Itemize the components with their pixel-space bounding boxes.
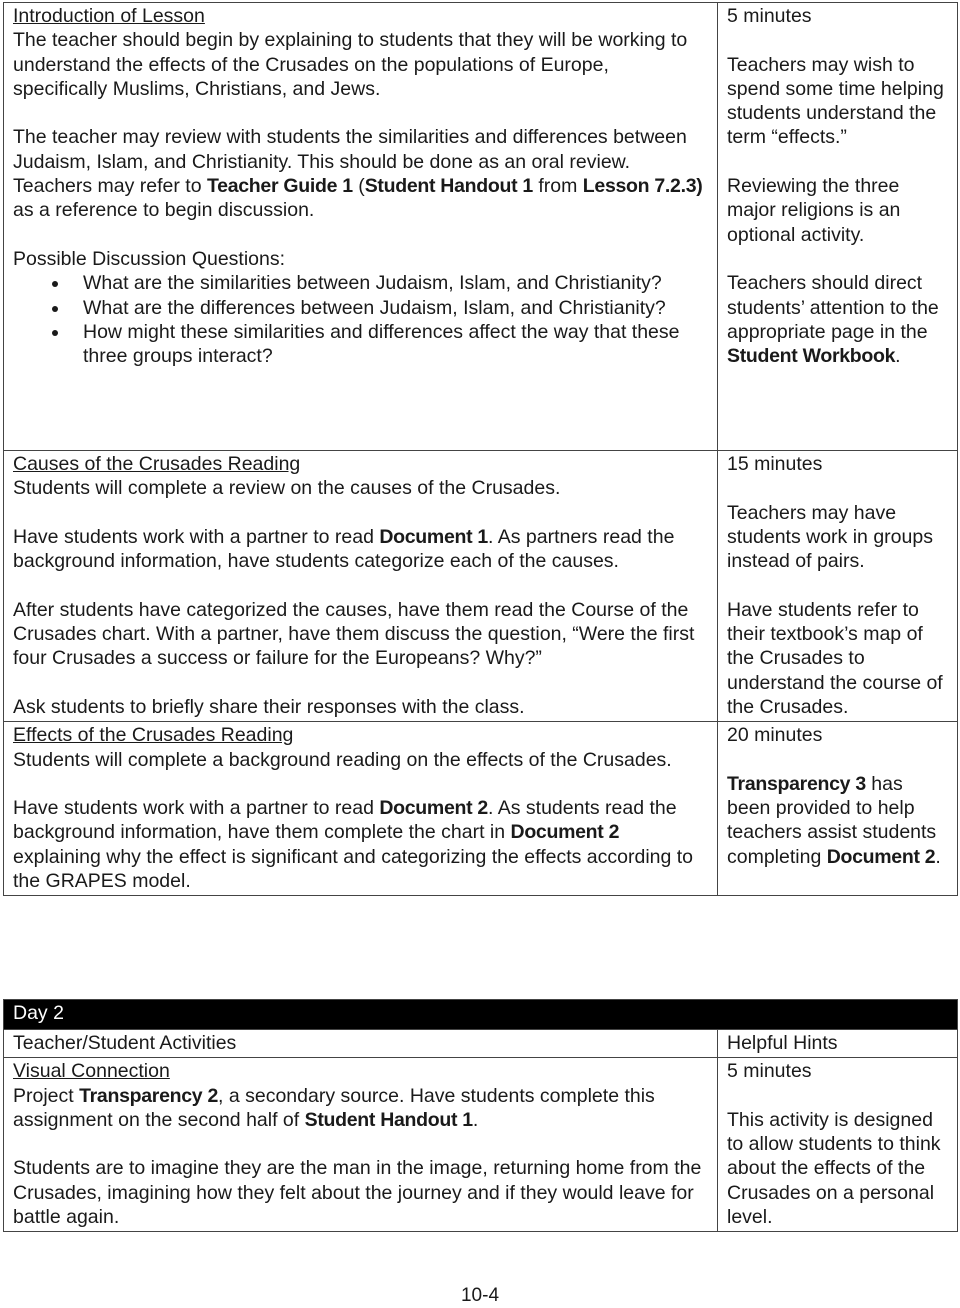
text-span: . xyxy=(935,845,941,868)
table-row xyxy=(4,1058,958,1232)
hint-text: Teachers may wish to spend some time helping students understand the term “effects.” xyxy=(727,53,944,149)
discussion-questions-list xyxy=(13,271,708,368)
table-row xyxy=(4,1030,958,1058)
causes-paragraph-1: Students will complete a review on the causes of the Crusades. xyxy=(13,477,561,500)
intro-paragraph-1: The teacher should begin by explaining to students that they will be working to understand the effects of the Crusades on the populations of Europe, specifically Muslims, Christians, and Jews. xyxy=(13,29,688,100)
discussion-questions-label: Possible Discussion Questions: xyxy=(13,247,286,270)
text-span: . As students read the background information, have them complete the chart in xyxy=(13,797,677,844)
document-reference: Document 1 xyxy=(379,525,488,548)
document-reference: Document 2 xyxy=(379,797,488,820)
table-row xyxy=(4,451,958,722)
section-heading-effects: Effects of the Crusades Reading xyxy=(13,724,294,747)
student-handout-reference: Student Handout 1 xyxy=(364,175,533,198)
list-item: How might these similarities and differences affect the way that these three groups interact? xyxy=(83,320,708,369)
causes-paragraph-2 xyxy=(13,525,708,574)
text-span: ( xyxy=(352,175,365,198)
transparency-reference: Transparency 3 xyxy=(727,772,866,795)
text-span: Teachers should direct students’ attention to the appropriate page in the xyxy=(727,272,939,343)
visual-activity-cell xyxy=(4,1058,718,1232)
intro-activity-cell xyxy=(4,3,718,451)
day-title: Day 2 xyxy=(4,1000,958,1030)
page-number: 10-4 xyxy=(460,1285,500,1306)
time-estimate: 5 minutes xyxy=(727,1060,812,1083)
time-estimate: 20 minutes xyxy=(727,724,823,747)
text-span: The teacher may review with students the similarities and differences between Judaism, Islam, and Christianity. This should be done as an oral review. Teachers may refer to xyxy=(13,126,687,198)
column-header-hints: Helpful Hints xyxy=(718,1030,958,1058)
text-span: , a secondary source. Have students complete this assignment on the second half of xyxy=(13,1084,655,1131)
time-estimate: 15 minutes xyxy=(727,453,823,475)
student-handout-reference: Student Handout 1 xyxy=(304,1108,473,1131)
hint-text xyxy=(727,772,948,869)
table-row xyxy=(4,722,958,896)
transparency-reference: Transparency 2 xyxy=(79,1084,218,1107)
table-row xyxy=(4,1000,958,1030)
document-reference: Document 2 xyxy=(510,821,620,844)
hint-text: This activity is designed to allow students to think about the effects of the Crusades on a personal level. xyxy=(727,1108,941,1229)
effects-paragraph-1: Students will complete a background reading on the effects of the Crusades. xyxy=(13,748,672,771)
section-heading-intro: Introduction of Lesson xyxy=(13,5,205,27)
text-span: . xyxy=(472,1108,479,1131)
hint-text: Reviewing the three major religions is an optional activity. xyxy=(727,175,901,246)
intro-hints-cell xyxy=(718,3,958,451)
effects-paragraph-2 xyxy=(13,796,708,893)
text-span: Project xyxy=(13,1084,80,1107)
text-span: as a reference to begin discussion. xyxy=(13,199,315,222)
student-workbook-reference: Student Workbook xyxy=(727,345,896,368)
causes-paragraph-4: Ask students to briefly share their responses with the class. xyxy=(13,695,525,718)
time-estimate: 5 minutes xyxy=(727,5,812,27)
document-reference: Document 2 xyxy=(826,845,936,868)
intro-paragraph-2 xyxy=(13,125,708,222)
day2-activities-table xyxy=(3,999,958,1232)
teacher-guide-reference: Teacher Guide 1 xyxy=(207,175,353,198)
text-span: . As partners read the background information, have students categorize each of the causes. xyxy=(13,525,675,573)
day1-activities-table xyxy=(3,2,958,896)
list-item: What are the similarities between Judaism, Islam, and Christianity? xyxy=(83,271,708,295)
visual-paragraph-2: Students are to imagine they are the man in the image, returning home from the Crusades, imagining how they felt about the journey and if they would leave for battle again. xyxy=(13,1157,702,1229)
text-span: from xyxy=(532,175,583,198)
hint-text: Have students refer to their textbook’s map of the Crusades to understand the course of the Crusades. xyxy=(727,598,943,718)
effects-hints-cell xyxy=(718,722,958,896)
text-span: Have students work with a partner to read xyxy=(13,525,380,548)
visual-hints-cell xyxy=(718,1058,958,1232)
text-span: . xyxy=(895,345,901,368)
section-heading-causes: Causes of the Crusades Reading xyxy=(13,453,301,475)
text-span: Have students work with a partner to read xyxy=(13,797,380,820)
table-row xyxy=(4,3,958,451)
causes-paragraph-3: After students have categorized the causes, have them read the Course of the Crusades chart. With a partner, have them discuss the question, “Were the first four Crusades a success or failure for the Europeans? Why?” xyxy=(13,598,695,670)
column-header-activities: Teacher/Student Activities xyxy=(4,1030,718,1058)
causes-activity-cell xyxy=(4,451,718,722)
lesson-reference: Lesson 7.2.3) xyxy=(582,175,703,198)
text-span: explaining why the effect is significant and categorizing the effects according to the GRAPES model. xyxy=(13,845,694,893)
section-heading-visual: Visual Connection xyxy=(13,1060,170,1083)
text-span: has been provided to help teachers assist students completing xyxy=(727,772,937,868)
hint-text: Teachers may have students work in groups instead of pairs. xyxy=(727,501,933,573)
list-item: What are the differences between Judaism, Islam, and Christianity? xyxy=(83,296,708,320)
causes-hints-cell xyxy=(718,451,958,722)
effects-activity-cell xyxy=(4,722,718,896)
hint-text xyxy=(727,271,948,368)
visual-paragraph-1 xyxy=(13,1084,708,1133)
